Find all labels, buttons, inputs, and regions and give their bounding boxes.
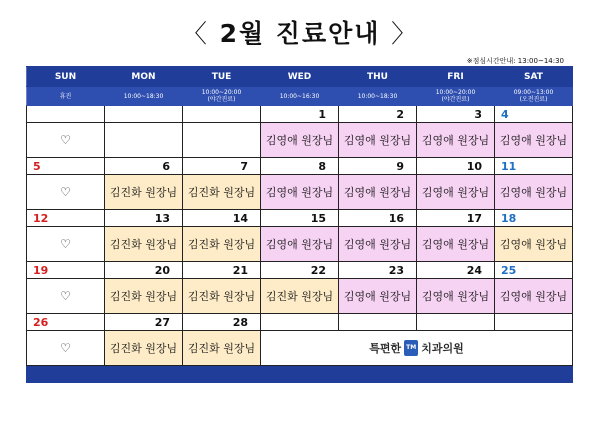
prev-month-icon[interactable]: 〈 <box>181 19 209 48</box>
weekday-header: SUN <box>27 67 105 87</box>
hours-note: (야간진료) <box>207 96 236 103</box>
doctor-cell: 김진화 원장님 <box>105 331 183 366</box>
schedule-row <box>27 123 573 158</box>
date-cell[interactable]: 23 <box>339 262 417 279</box>
schedule-row <box>27 279 573 314</box>
doctor-cell: 김영애 원장님 <box>417 227 495 262</box>
date-cell[interactable]: 19 <box>27 262 105 279</box>
date-cell[interactable]: 16 <box>339 210 417 227</box>
hours-text: 09:00~13:00 <box>513 89 554 96</box>
hours-cell <box>261 87 339 106</box>
date-row <box>27 314 573 331</box>
weekday-header: WED <box>261 67 339 87</box>
date-cell[interactable]: 13 <box>105 210 183 227</box>
weekday-header-row <box>27 67 573 87</box>
page-title <box>0 14 600 50</box>
hours-cell <box>417 87 495 106</box>
hours-note: (야간진료) <box>441 96 470 103</box>
date-cell[interactable]: 5 <box>27 158 105 175</box>
date-cell[interactable]: 1 <box>261 106 339 123</box>
weekday-header: MON <box>105 67 183 87</box>
doctor-cell: 김영애 원장님 <box>261 227 339 262</box>
date-cell[interactable]: 14 <box>183 210 261 227</box>
date-cell[interactable]: 15 <box>261 210 339 227</box>
doctor-cell: 김진화 원장님 <box>105 175 183 210</box>
date-cell[interactable]: 21 <box>183 262 261 279</box>
date-cell[interactable]: 24 <box>417 262 495 279</box>
clinic-logo-left: 특편한 <box>369 342 402 355</box>
date-cell[interactable]: 20 <box>105 262 183 279</box>
date-cell[interactable] <box>27 106 105 123</box>
hours-text: 10:00~20:00 <box>201 89 242 96</box>
date-cell[interactable]: 10 <box>417 158 495 175</box>
date-row <box>27 106 573 123</box>
date-cell[interactable]: 6 <box>105 158 183 175</box>
doctor-cell: 김영애 원장님 <box>261 175 339 210</box>
hours-row <box>27 87 573 106</box>
weekday-header: FRI <box>417 67 495 87</box>
doctor-cell <box>105 123 183 158</box>
doctor-cell: 김진화 원장님 <box>105 227 183 262</box>
weekday-header: THU <box>339 67 417 87</box>
doctor-cell: 김진화 원장님 <box>183 227 261 262</box>
weekday-header: TUE <box>183 67 261 87</box>
date-cell[interactable] <box>417 314 495 331</box>
date-cell[interactable]: 12 <box>27 210 105 227</box>
date-cell[interactable]: 17 <box>417 210 495 227</box>
doctor-cell: 김영애 원장님 <box>495 123 573 158</box>
doctor-cell: 김영애 원장님 <box>495 175 573 210</box>
footer-bar <box>27 366 573 383</box>
next-month-icon[interactable]: 〉 <box>391 19 419 48</box>
date-cell[interactable]: 26 <box>27 314 105 331</box>
heart-icon: ♡ <box>27 227 105 262</box>
date-cell[interactable]: 4 <box>495 106 573 123</box>
date-row <box>27 210 573 227</box>
date-cell[interactable]: 8 <box>261 158 339 175</box>
doctor-cell: 김진화 원장님 <box>105 279 183 314</box>
page-title-text: 2월 진료안내 <box>219 19 381 48</box>
doctor-cell: 김진화 원장님 <box>261 279 339 314</box>
date-cell[interactable]: 22 <box>261 262 339 279</box>
hours-cell <box>27 87 105 106</box>
doctor-cell: 김영애 원장님 <box>417 175 495 210</box>
date-cell[interactable] <box>339 314 417 331</box>
doctor-cell: 김진화 원장님 <box>183 279 261 314</box>
lunch-note: ※점심시간안내: 13:00~14:30 <box>466 57 564 65</box>
weekday-header: SAT <box>495 67 573 87</box>
hours-cell <box>183 87 261 106</box>
hours-cell <box>105 87 183 106</box>
schedule-row <box>27 175 573 210</box>
doctor-cell: 김영애 원장님 <box>339 227 417 262</box>
doctor-cell: 김영애 원장님 <box>417 279 495 314</box>
hours-text: 10:00~16:30 <box>279 92 320 100</box>
doctor-cell: 김영애 원장님 <box>261 123 339 158</box>
heart-icon: ♡ <box>27 279 105 314</box>
date-cell[interactable]: 25 <box>495 262 573 279</box>
doctor-cell: 김영애 원장님 <box>417 123 495 158</box>
calendar-table <box>26 66 573 383</box>
date-row <box>27 158 573 175</box>
date-cell[interactable]: 11 <box>495 158 573 175</box>
clinic-logo-mark-icon: TM <box>404 340 418 356</box>
hours-note: (오전진료) <box>519 96 548 103</box>
heart-icon: ♡ <box>27 175 105 210</box>
hours-cell <box>339 87 417 106</box>
doctor-cell: 김진화 원장님 <box>183 175 261 210</box>
doctor-cell: 김진화 원장님 <box>183 331 261 366</box>
hours-text: 10:00~18:30 <box>123 92 164 100</box>
hours-text: 10:00~20:00 <box>435 89 476 96</box>
clinic-logo-right: 치과의원 <box>421 342 464 355</box>
date-cell[interactable]: 2 <box>339 106 417 123</box>
footer-bar-cell <box>27 366 573 383</box>
doctor-cell: 김영애 원장님 <box>495 227 573 262</box>
date-cell[interactable]: 28 <box>183 314 261 331</box>
doctor-cell: 김영애 원장님 <box>495 279 573 314</box>
clinic-logo <box>261 331 573 366</box>
date-cell[interactable]: 18 <box>495 210 573 227</box>
date-cell[interactable] <box>105 106 183 123</box>
hours-text: 10:00~18:30 <box>357 92 398 100</box>
hours-text: 휴진 <box>59 92 72 100</box>
doctor-cell: 김영애 원장님 <box>339 123 417 158</box>
heart-icon: ♡ <box>27 123 105 158</box>
heart-icon: ♡ <box>27 331 105 366</box>
date-cell[interactable]: 9 <box>339 158 417 175</box>
schedule-row <box>27 331 573 366</box>
doctor-cell: 김영애 원장님 <box>339 175 417 210</box>
date-cell[interactable] <box>495 314 573 331</box>
date-cell[interactable]: 7 <box>183 158 261 175</box>
date-row <box>27 262 573 279</box>
date-cell[interactable] <box>261 314 339 331</box>
doctor-cell <box>183 123 261 158</box>
date-cell[interactable]: 27 <box>105 314 183 331</box>
schedule-row <box>27 227 573 262</box>
doctor-cell: 김영애 원장님 <box>339 279 417 314</box>
date-cell[interactable] <box>183 106 261 123</box>
hours-cell <box>495 87 573 106</box>
date-cell[interactable]: 3 <box>417 106 495 123</box>
